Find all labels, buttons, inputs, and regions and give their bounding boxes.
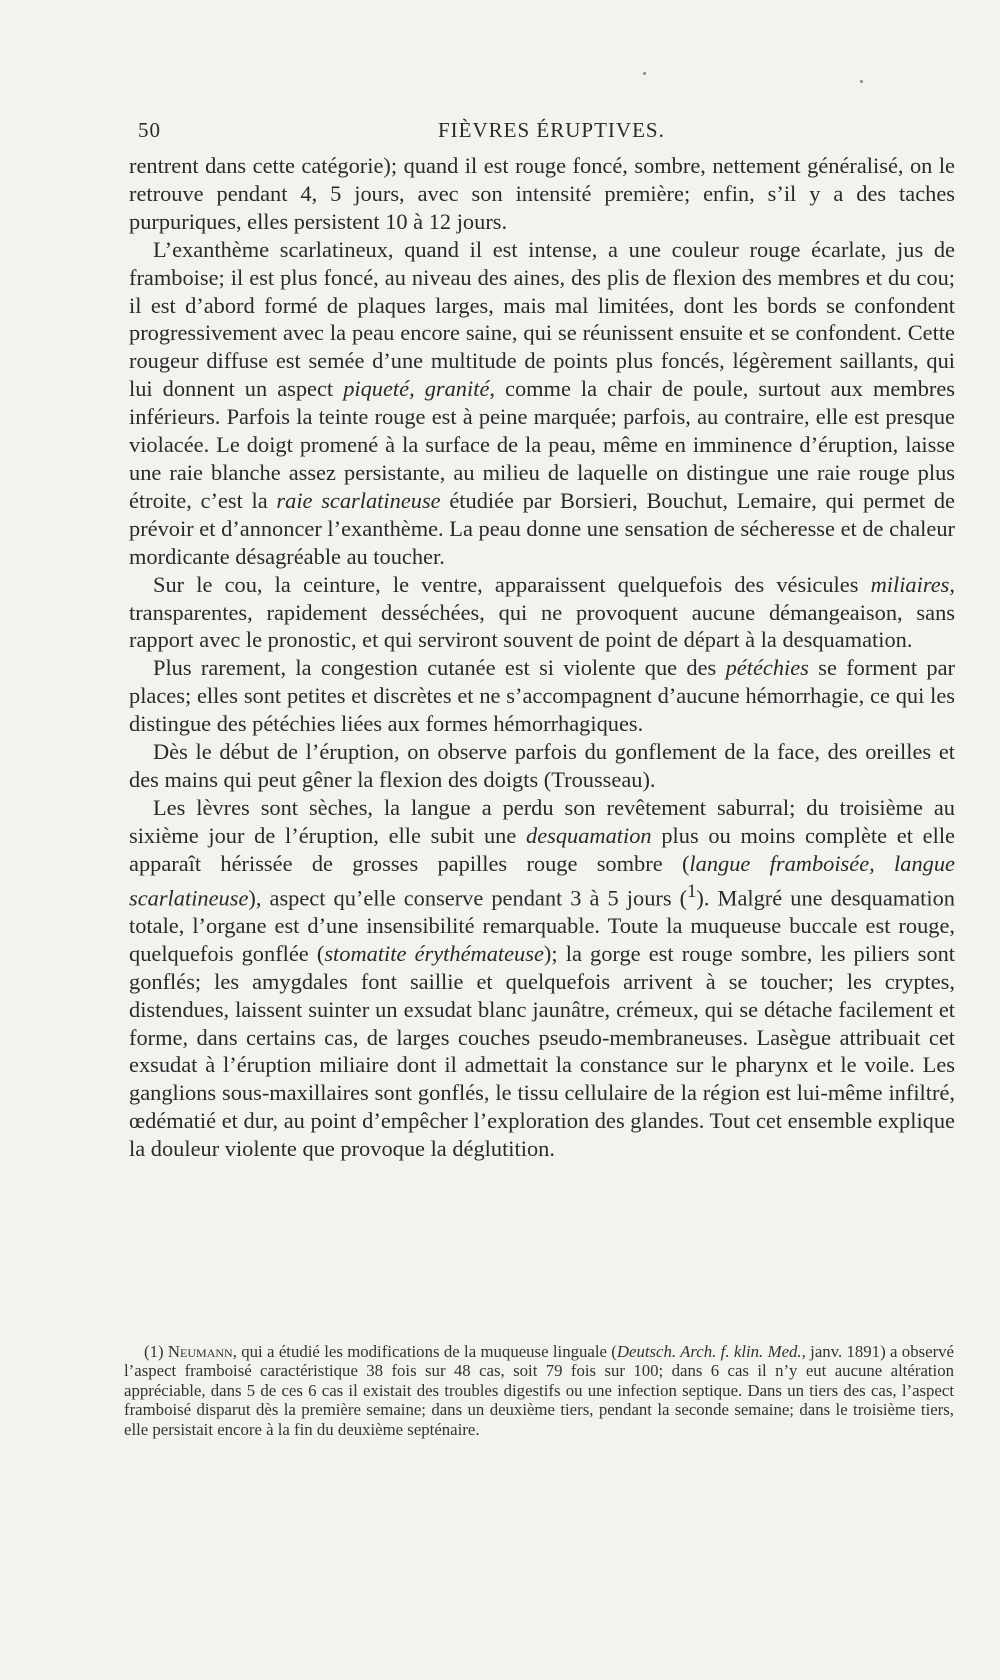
running-title: FIÈVRES ÉRUPTIVES.: [438, 118, 665, 142]
text-run: , comme la chair de poule, surtout aux membres inférieurs. Parfois la teinte rouge est à peine marquée; parfois, au contraire, elle est presque violacée. Le doigt promené à la surface de la peau, même en imminence d’éruption, laisse une raie blanche assez persistante, au milieu de laquelle on distingue une raie rouge plus étroite, c’est la: [129, 376, 956, 513]
text-run: L’exanthème scarlatineux, quand il est intense, a une couleur rouge écarlate, jus de framboise; il est plus foncé, au niveau des aines, des plis de flexion des membres et du cou; il est d’abord formé de plaques larges, mais mal limitées, dont les bords se confondent progressivement avec la peau encore saine, qui se réunissent ensuite et se confondent. Cette rougeur diffuse est semée d’une multitude de points plus foncés, légèrement saillants, qui lui donnent un aspect: [129, 236, 955, 402]
paragraph: [129, 571, 955, 655]
footnote-ref: 1: [687, 880, 697, 902]
text-run: , transparentes, rapidement desséchées, qui ne provoquent aucune démangeaison, sans rapport avec le pronostic, et qui serviront souvent de point de départ à la desquamation.: [129, 571, 955, 653]
italic-text-run: piqueté, granité: [343, 376, 490, 402]
body-text: [129, 152, 955, 1163]
text-run: rentrent dans cette catégorie); quand il est rouge foncé, sombre, nettement généralisé, on le retrouve pendant 4, 5 jours, avec son intensité première; enfin, s’il y a des taches purpuriques, elles persistent 10 à 12 jours.: [129, 153, 955, 234]
text-run: Neumann: [167, 1342, 233, 1361]
text-run: plus ou moins complète et elle apparaît hérissée de grosses papilles rouge sombre (: [129, 822, 955, 876]
page-header: [138, 118, 958, 148]
text-run: ). Malgré une desquamation totale, l’organe est d’une insensibilité remarquable. Toute la muqueuse buccale est rouge, quelquefois gonflée (: [129, 885, 955, 966]
text-run: Plus rarement, la congestion cutanée est si violente que des: [153, 655, 726, 681]
italic-text-run: langue framboisée, langue scarlatineuse: [129, 850, 955, 911]
text-run: ); la gorge est rouge sombre, les piliers sont gonflés; les amygdales font saillie et quelquefois arrivent à se toucher; les cryptes, distendues, laissent suinter un exsudat blanc jaunâtre, crémeux, qui se détache facilement et forme, dans certains cas, de larges couches pseudo-membraneuses. Lasègue attribuait cet exsudat à l’éruption miliaire dont il admettait la constance sur le pharynx et le voile. Les ganglions sous-maxillaires sont gonflés, le tissu cellulaire de la région est lui-même infiltré, œdématié et dur, au point d’empêcher l’exploration des glandes. Tout cet ensemble explique la douleur violente que provoque la déglutition.: [129, 940, 955, 1162]
speck-mark: [643, 72, 646, 75]
text-run: Les lèvres sont sèches, la langue a perdu son revêtement saburral; du troisième au sixième jour de l’éruption, elle subit une: [129, 794, 955, 848]
text-run: ), aspect qu’elle conserve pendant 3 à 5 jours (: [248, 885, 688, 911]
footnote: [124, 1342, 954, 1439]
italic-text-run: Deutsch. Arch. f. klin. Med.: [616, 1342, 802, 1361]
italic-text-run: raie scarlatineuse: [276, 487, 441, 513]
paragraph: [129, 152, 955, 236]
paragraph: [129, 794, 955, 1163]
text-run: , qui a étudié les modifications de la muqueuse linguale (: [232, 1342, 617, 1361]
text-run: étudiée par Borsieri, Bouchut, Lemaire, qui permet de prévoir et d’annoncer l’exanthème. La peau donne une sensation de sécheresse et de chaleur mordicante désagréable au toucher.: [129, 487, 955, 569]
text-run: Sur le cou, la ceinture, le ventre, apparaissent quelquefois des vésicules: [153, 571, 871, 597]
italic-text-run: pétéchies: [725, 655, 809, 681]
text-run: (1): [144, 1342, 168, 1361]
paragraph: [129, 654, 955, 738]
paragraph: [129, 236, 955, 571]
italic-text-run: miliaires: [870, 571, 950, 597]
italic-text-run: stomatite érythémateuse: [324, 940, 544, 966]
text-run: , janv. 1891) a observé l’aspect framboisé caractéristique 38 fois sur 48 cas, soit 79 fois sur 100; dans 6 cas il n’y eut aucune altération appréciable, dans 5 de ces 6 cas il existait des troubles digestifs ou une infection septique. Dans un tiers des cas, l’aspect framboisé disparut dès la première semaine; dans un deuxième tiers, pendant la seconde semaine; dans le troisième tiers, elle persistait encore à la fin du deuxième septénaire.: [124, 1342, 954, 1439]
speck-mark: [860, 80, 863, 83]
footnotes: [124, 1342, 954, 1439]
paragraph: [129, 738, 955, 794]
italic-text-run: desquamation: [526, 822, 652, 848]
text-run: se forment par places; elles sont petites et discrètes et ne s’accompagnent d’aucune hémorrhagie, ce qui les distingue des pétéchies liées aux formes hémorrhagiques.: [129, 655, 955, 737]
page-number: 50: [138, 118, 161, 142]
text-run: Dès le début de l’éruption, on observe parfois du gonflement de la face, des oreilles et des mains qui peut gêner la flexion des doigts (Trousseau).: [129, 739, 955, 792]
